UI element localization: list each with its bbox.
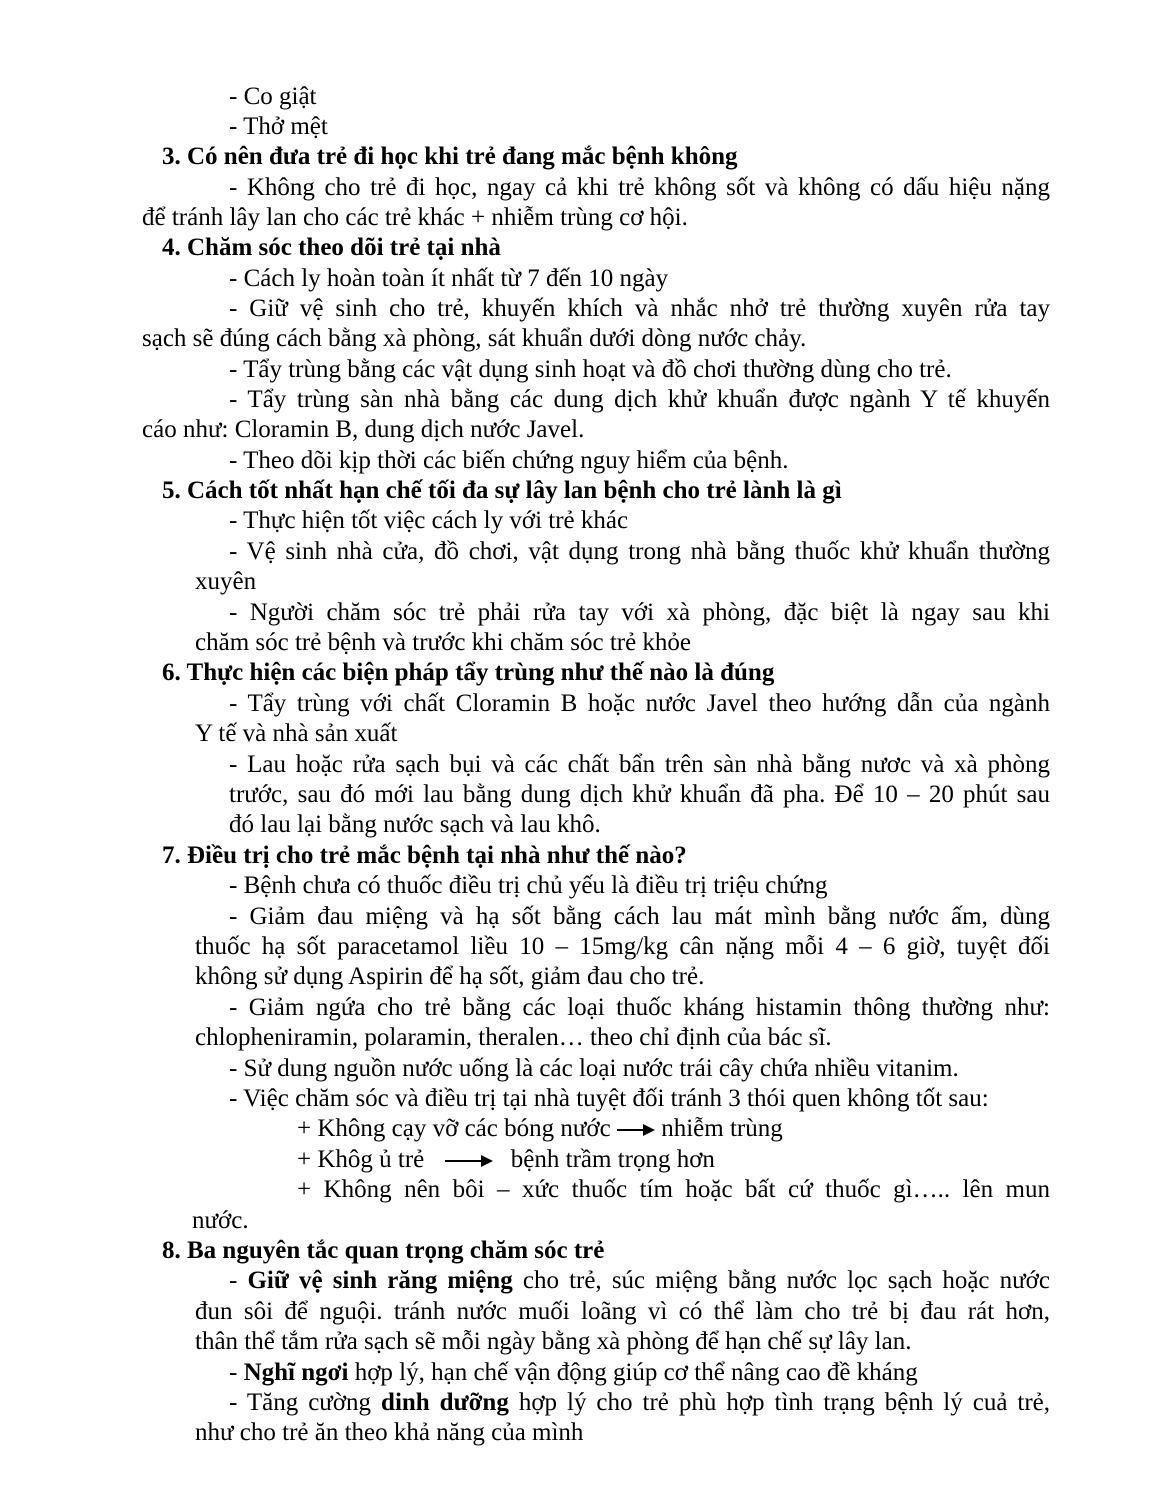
arrow-right-icon [617, 1123, 655, 1137]
symptom-item: - Co giật [229, 83, 317, 110]
section-heading-7: 7. Điều trị cho trẻ mắc bệnh tại nhà như thế nào? [162, 842, 687, 869]
principle-hygiene: - Giữ vệ sinh răng miệng cho trẻ, súc miệng bằng nước lọc sạch hoặc nước [229, 1267, 1051, 1294]
paragraph-line: - Cách ly hoàn toàn ít nhất từ 7 đến 10 ngày [229, 265, 669, 292]
principle-keyword: Giữ vệ sinh răng miệng [247, 1267, 513, 1294]
section-heading-4: 4. Chăm sóc theo dõi trẻ tại nhà [162, 234, 501, 261]
paragraph-line: chlopheniramin, polaramin, theralen… theo chỉ định của bác sĩ. [195, 1024, 832, 1051]
habit-item-3: + Không nên bôi – xức thuốc tím hoặc bất cứ thuốc gì….. lên mun [297, 1176, 1050, 1203]
paragraph-line: để tránh lây lan cho các trẻ khác + nhiễm trùng cơ hội. [142, 204, 688, 231]
paragraph-line: trước, sau đó mới lau bằng dung dịch khử khuẩn đã pha. Để 10 – 20 phút sau [229, 781, 1050, 808]
paragraph-line: sạch sẽ đúng cách bằng xà phòng, sát khuẩn dưới dòng nước chảy. [142, 325, 807, 352]
paragraph-line: Y tế và nhà sản xuất [195, 720, 398, 747]
paragraph-line: - Người chăm sóc trẻ phải rửa tay với xà phòng, đặc biệt là ngay sau khi [229, 599, 1050, 626]
paragraph-line: - Lau hoặc rửa sạch bụi và các chất bẩn trên sàn nhà bằng nươc và xà phòng [229, 751, 1050, 778]
paragraph-line: - Sử dung nguồn nước uống là các loại nước trái cây chứa nhiều vitanim. [229, 1055, 959, 1082]
paragraph-line: - Theo dõi kịp thời các biến chứng nguy hiểm của bệnh. [229, 447, 789, 474]
paragraph-line: thuốc hạ sốt paracetamol liều 10 – 15mg/kg cân nặng mỗi 4 – 6 giờ, tuyệt đối [195, 933, 1050, 960]
principle-nutrition: - Tăng cường dinh dưỡng hợp lý cho trẻ phù hợp tình trạng bệnh lý cuả trẻ, [229, 1389, 1051, 1416]
principle-keyword: Nghĩ ngơi [243, 1359, 349, 1386]
habit-result: bệnh trầm trọng hơn [510, 1146, 715, 1173]
paragraph-line: - Bệnh chưa có thuốc điều trị chủ yếu là điều trị triệu chứng [229, 872, 828, 899]
habit-text: + Khôg ủ trẻ [297, 1146, 425, 1173]
principle-keyword: dinh dưỡng [381, 1389, 509, 1416]
paragraph-line: đó lau lại bằng nước sạch và lau khô. [229, 811, 601, 838]
arrow-right-icon [445, 1154, 493, 1168]
paragraph-line: - Vệ sinh nhà cửa, đồ chơi, vật dụng trong nhà bằng thuốc khử khuẩn thường [229, 538, 1050, 565]
section-heading-6: 6. Thực hiện các biện pháp tẩy trùng như thế nào là đúng [162, 659, 775, 686]
paragraph-line: xuyên [195, 568, 257, 595]
paragraph-line: - Không cho trẻ đi học, ngay cả khi trẻ không sốt và không có dấu hiệu nặng [229, 174, 1050, 201]
habit-item-2 [297, 1145, 715, 1175]
symptom-item: - Thở mệt [229, 113, 328, 140]
paragraph-line: đun sôi để nguội. tránh nước muối loãng vì có thể làm cho trẻ bị đau rát hơn, [195, 1298, 1050, 1325]
habit-result: nhiễm trùng [661, 1115, 783, 1142]
paragraph-line: - Giảm ngứa cho trẻ bằng các loại thuốc kháng histamin thông thường như: [229, 994, 1050, 1021]
paragraph-line: - Tẩy trùng bằng các vật dụng sinh hoạt và đồ chơi thường dùng cho trẻ. [229, 356, 952, 383]
habit-item-1 [297, 1114, 783, 1144]
paragraph-line: cáo như: Cloramin B, dung dịch nước Javel. [142, 416, 585, 443]
paragraph-line: - Tẩy trùng với chất Cloramin B hoặc nước Javel theo hướng dẫn của ngành [229, 690, 1050, 717]
paragraph-line: thân thể tắm rửa sạch sẽ mỗi ngày bằng xà phòng để hạn chế sự lây lan. [195, 1328, 912, 1355]
principle-rest: - Nghĩ ngơi hợp lý, hạn chế vận động giúp cơ thể nâng cao đề kháng [229, 1359, 918, 1386]
paragraph-line: - Thực hiện tốt việc cách ly với trẻ khác [229, 507, 629, 534]
paragraph-line: - Giữ vệ sinh cho trẻ, khuyến khích và nhắc nhở trẻ thường xuyên rửa tay [229, 295, 1050, 322]
habit-text: + Không cạy vỡ các bóng nước [297, 1115, 611, 1142]
paragraph-line: - Tẩy trùng sàn nhà bằng các dung dịch khử khuẩn được ngành Y tế khuyến [229, 386, 1050, 413]
paragraph-line: không sử dụng Aspirin để hạ sốt, giảm đau cho trẻ. [195, 963, 705, 990]
section-heading-8: 8. Ba nguyên tắc quan trọng chăm sóc trẻ [162, 1237, 605, 1264]
section-heading-3: 3. Có nên đưa trẻ đi học khi trẻ đang mắc bệnh không [162, 143, 738, 170]
paragraph-line: như cho trẻ ăn theo khả năng của mình [195, 1419, 584, 1446]
paragraph-line: chăm sóc trẻ bệnh và trước khi chăm sóc trẻ khỏe [195, 629, 692, 656]
paragraph-line: - Việc chăm sóc và điều trị tại nhà tuyệt đối tránh 3 thói quen không tốt sau: [229, 1085, 989, 1112]
section-heading-5: 5. Cách tốt nhất hạn chế tối đa sự lây lan bệnh cho trẻ lành là gì [162, 477, 842, 504]
paragraph-line: - Giảm đau miệng và hạ sốt bằng cách lau mát mình bằng nước ấm, dùng [229, 903, 1050, 930]
paragraph-line: nước. [192, 1207, 249, 1234]
